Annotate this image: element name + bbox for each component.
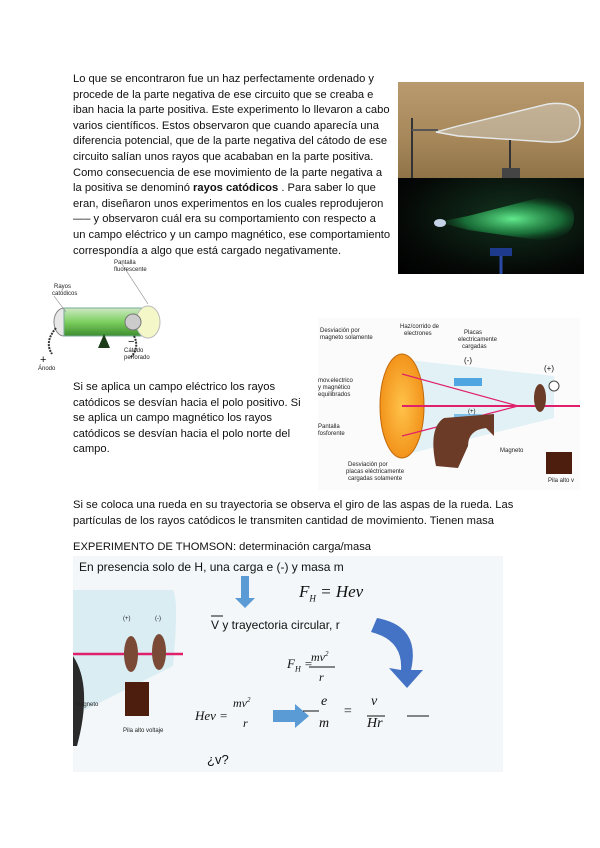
- tube-photo-off: [398, 82, 584, 178]
- label-haz-2: electrones: [404, 331, 432, 337]
- label-minus: (-): [464, 356, 472, 365]
- thomson-heading: EXPERIMENTO DE THOMSON: determinación carga/masa: [73, 541, 372, 553]
- tube-diagram: [36, 256, 168, 374]
- intro-line: procede de la parte negativa de ese circuito que se creaba e: [73, 88, 374, 101]
- v-numerator: v: [371, 694, 378, 709]
- label-haz-1: Haz/corrido de: [400, 324, 440, 330]
- f2-eq: =: [303, 656, 313, 671]
- wheel-line: partículas de los rayos catódicos le transmiten cantidad de movimiento. Tienen masa: [73, 514, 494, 527]
- thomson-question: ¿v?: [207, 752, 229, 767]
- intro-text: la positiva se denominó: [73, 182, 190, 195]
- field-line: catódicos se desvían hacia el polo norte del: [73, 427, 291, 440]
- field-paragraph: [73, 380, 313, 458]
- intro-line: [73, 181, 393, 197]
- intro-line: varios científicos. Estos observaron que cuando aparecía una: [73, 119, 379, 132]
- label-desv-magneto-2: magneto solamente: [320, 335, 373, 341]
- intro-text: . Para saber lo que: [278, 182, 376, 195]
- label-perforado: perforado: [124, 355, 150, 361]
- label-mov-1: mov.electrico: [318, 378, 353, 384]
- intro-line: diferencia potencial, que de la parte negativa del cátodo de ese: [73, 135, 388, 148]
- f2-symbol: F: [287, 656, 295, 671]
- field-line: se aplica un campo magnético los rayos: [73, 412, 272, 425]
- f-sub: H: [309, 593, 316, 604]
- field-line: catódicos se desvían hacia el polo positivo. Si: [73, 396, 301, 409]
- r-denominator-2: r: [243, 716, 248, 730]
- label-pila: Pila alto v: [548, 478, 575, 484]
- f-rhs: = Hev: [320, 582, 364, 601]
- label-pila: Pila alto voltaje: [123, 728, 164, 734]
- wheel-line: Si se coloca una rueda en su trayectoria se observa el giro de las aspas de la rueda. Las: [73, 499, 514, 511]
- eq-sign: =: [343, 704, 353, 719]
- thomson-slide: [73, 556, 503, 772]
- thomson-vline: V y trayectoria circular, r: [211, 618, 340, 632]
- label-anodo: Ánodo: [38, 366, 56, 372]
- f2-sub: H: [294, 664, 301, 674]
- intro-line: Lo que se encontraron fue un haz perfectamente ordenado y: [73, 73, 375, 85]
- label-desv-magneto-1: Desviación por: [320, 328, 360, 334]
- cathode-tube-photo: [398, 82, 584, 274]
- intro-line: iban hacia la parte positiva. Este experimento lo llevaron a cabo: [73, 104, 390, 117]
- r-denominator: r: [319, 670, 324, 684]
- apparatus-diagram: [318, 318, 580, 490]
- mv2-numerator-2: [233, 696, 251, 711]
- hr-denominator: Hr: [367, 716, 383, 731]
- m-denominator: m: [319, 716, 330, 731]
- label-desv-placas-1: Desviación por: [348, 462, 388, 468]
- intro-line: un campo eléctrico y un campo magnético, ese comportamiento: [73, 228, 391, 241]
- intro-line: Como consecuencia de ese movimiento de la parte negativa a: [73, 166, 383, 179]
- label-catodicos: catódicos: [52, 291, 78, 297]
- wheel-paragraph: [73, 498, 543, 529]
- label-placas-2: electricamente: [458, 337, 498, 343]
- label-plus-small: (+): [468, 409, 476, 415]
- glass-tube-illustration: [398, 82, 584, 178]
- e-numerator: e: [321, 694, 328, 709]
- plus-sign: +: [40, 354, 47, 366]
- label-mov-2: y magnético: [318, 385, 351, 391]
- mv: mv: [311, 650, 325, 664]
- label-rayos: Rayos: [54, 284, 72, 290]
- label-magneto: Magneto: [500, 448, 524, 454]
- mv2-numerator: [311, 650, 329, 665]
- minus-sign: −: [128, 336, 135, 348]
- intro-line: circuito salían unos rayos que acababan en la parte positiva.: [73, 150, 374, 163]
- label-fluorescente: fluorescente: [114, 267, 147, 273]
- tube-photo-on: [398, 178, 584, 274]
- intro-line: —– y observaron cuál era su comportamiento con respecto a: [73, 213, 376, 226]
- sq: 2: [325, 650, 329, 658]
- label-placas-1: Placas: [464, 330, 483, 336]
- thomson-line1: En presencia solo de H, una carga e (-) y masa m: [79, 560, 344, 574]
- sq: 2: [247, 696, 251, 704]
- label-pantalla-1: Pantalla: [318, 424, 340, 430]
- label-pantalla-2: fosforente: [318, 431, 345, 437]
- field-line: campo.: [73, 443, 110, 456]
- intro-line: correspondía a algo que está cargado negativamente.: [73, 244, 342, 257]
- f-symbol: F: [299, 582, 310, 601]
- label-minus: (-): [155, 616, 161, 622]
- label-plus: (+): [544, 364, 554, 373]
- label-desv-placas-2: placas eléctricamente: [346, 469, 405, 475]
- label-desv-placas-3: cargadas solamente: [348, 476, 403, 482]
- glowing-tube-illustration: [398, 178, 584, 274]
- intro-paragraph: [73, 72, 393, 259]
- label-catodo: Cátodo: [124, 348, 144, 354]
- label-placas-3: cargadas: [462, 344, 487, 350]
- bold-term: rayos catódicos: [193, 182, 279, 195]
- intro-line: eran, diseñaron unos experimentos en los cuales reprodujeron: [73, 197, 384, 210]
- label-mov-3: equilibrados: [318, 392, 351, 398]
- label-plus: (+): [123, 616, 131, 622]
- formula-equality: Hev =: [195, 708, 228, 723]
- field-line: Si se aplica un campo eléctrico los rayos: [73, 381, 276, 393]
- label-magneto: Magneto: [75, 702, 99, 708]
- formula-centripetal: [287, 656, 313, 674]
- mv: mv: [233, 696, 247, 710]
- label-pantalla: Pantalla: [114, 260, 136, 266]
- formula-force: [299, 582, 363, 603]
